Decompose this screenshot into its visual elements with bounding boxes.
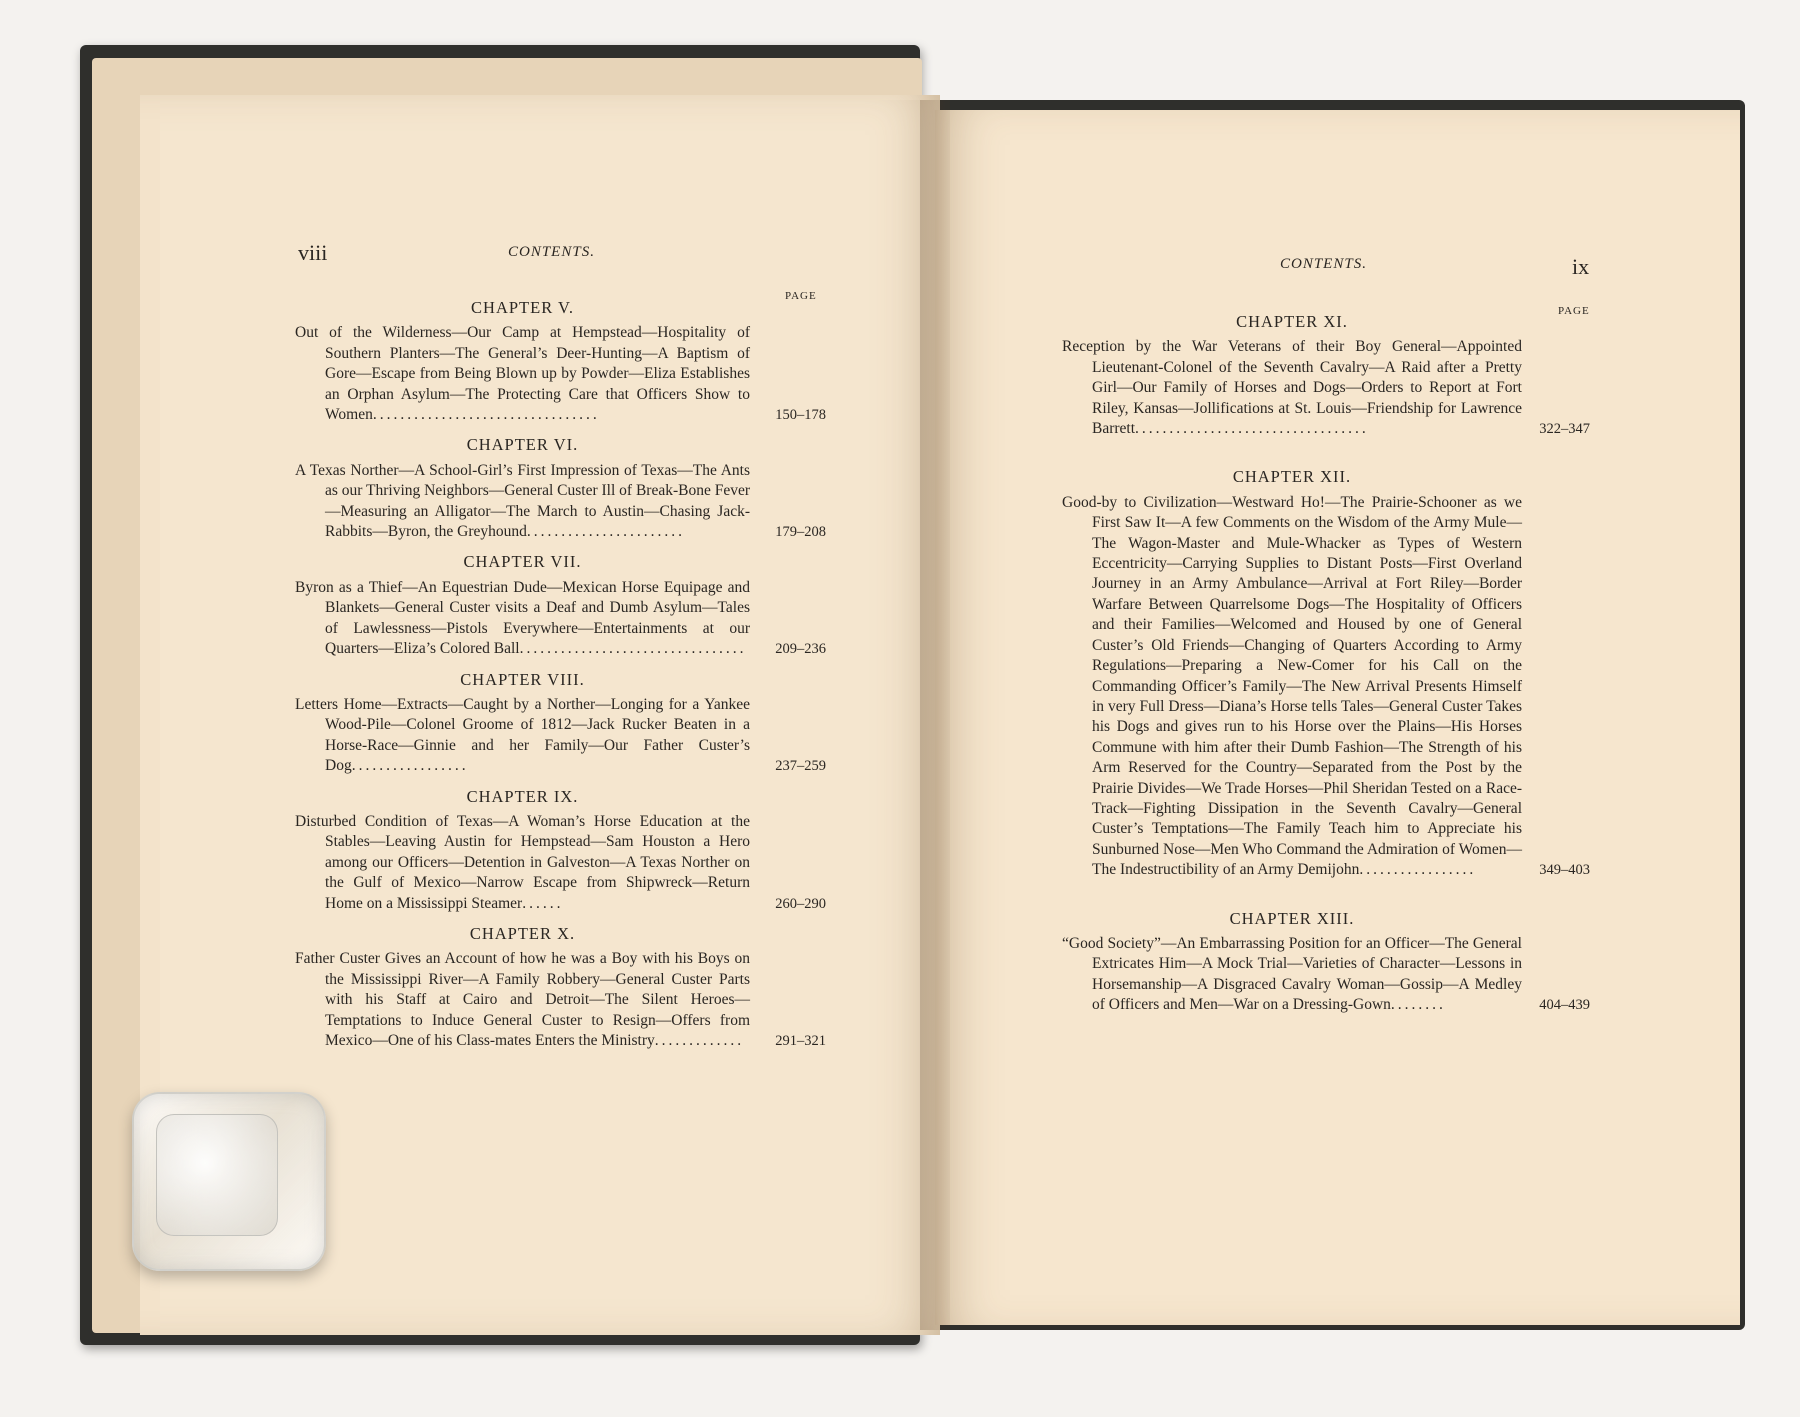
chapter-summary xyxy=(295,695,826,777)
leader-dots: ................. xyxy=(351,757,469,775)
leader-dots: ........ xyxy=(1390,996,1446,1014)
spacer xyxy=(1062,449,1522,467)
leader-dots: ................................. xyxy=(519,640,747,658)
chapter-text: Good-by to Civilization—Westward Ho!—The Prairie-Schooner as we First Saw It—A few Comments on the Wisdom of the Army Mule—The Wagon-Master and Mule-Whacker as Types of Western Eccentricity—Carrying Supplies to Distant Posts—First Overland Journey in an Army Ambulance—Arrival at Fort Riley—Border Warfare Between Quarrelsome Dogs—The Hospitality of Officers and their Families—Welcomed and Housed by one of General Custer’s Old Friends—Changing of Quarters According to Army Regulations—Preparing a New-Comer for his Call on the Commanding Officer’s Family—The New Arrival Presents Himself in very Full Dress—Diana’s Horse tells Tales—General Custer Takes his Dogs and gives run to his Horse over the Plains—His Horses Commune with him after their Dumb Fashion—The Strength of his Arm Reserved for the Country—Separated from the Post by the Prairie Divides—We Trade Horses—Phil Sheridan Tested on a Race-Track—Fighting Dissipation in the Seventh Cavalry—General Custer’s Temptations—The Family Teach him to Appreciate his Sunburned Nose—Men Who Command the Admiration of Women—The Indestructibility of an Army Demijohn xyxy=(1062,493,1522,879)
spacer xyxy=(1062,891,1522,909)
chapter-heading: CHAPTER XI. xyxy=(1236,312,1348,331)
chapter-summary xyxy=(1062,493,1590,881)
chapter-entry xyxy=(295,786,826,914)
leader-dots: ....................... xyxy=(526,523,686,541)
page-range: 209–236 xyxy=(775,641,826,658)
contents-left-column xyxy=(295,298,826,1061)
chapter-entry xyxy=(295,435,826,542)
chapter-entry xyxy=(1062,467,1590,880)
glass-paperweight-face xyxy=(156,1114,278,1236)
chapter-summary xyxy=(295,578,826,660)
chapter-entry xyxy=(295,923,826,1051)
folio-right: ix xyxy=(1572,254,1590,279)
running-head-right: CONTENTS. xyxy=(1280,256,1367,272)
page-range: 237–259 xyxy=(775,758,826,775)
chapter-summary xyxy=(295,323,826,425)
running-head-left: CONTENTS. xyxy=(508,244,595,260)
chapter-entry xyxy=(295,552,826,659)
chapter-heading: CHAPTER X. xyxy=(469,923,576,943)
page-range: 349–403 xyxy=(1539,862,1590,879)
chapter-text: Father Custer Gives an Account of how he was a Boy with his Boys on the Mississippi River—A Family Robbery—General Custer Parts with his Staff at Cairo and Detroit—The Silent Heroes—Temptations to Induce General Custer to Resign—Offers from Mexico—One of his Class-mates Enters the Ministry xyxy=(295,950,750,1049)
leader-dots: ................................. xyxy=(372,406,600,424)
chapter-heading: CHAPTER XII. xyxy=(1232,467,1352,487)
page-label-right: PAGE xyxy=(1558,305,1590,317)
chapter-entry xyxy=(295,669,826,777)
page-range: 322–347 xyxy=(1539,421,1590,438)
leader-dots: .................................. xyxy=(1135,420,1369,438)
chapter-text: Letters Home—Extracts—Caught by a Norther—Longing for a Yankee Wood-Pile—Colonel Groome of 1812—Jack Rucker Beaten in a Horse-Race—Ginnie and her Family—Our Father Custer’s Dog xyxy=(295,695,750,775)
chapter-text: Disturbed Condition of Texas—A Woman’s Horse Education at the Stables—Leaving Austin for Hempstead—Sam Houston a Hero among our Officers—Detention in Galveston—A Texas Norther on the Gulf of Mexico—Narrow Escape from Shipwreck—Return Home on a Mississippi Steamer xyxy=(295,812,750,912)
leader-dots: ................. xyxy=(1359,861,1477,879)
chapter-text: Out of the Wilderness—Our Camp at Hempstead—Hospitality of Southern Planters—The General’s Deer-Hunting—A Baptism of Gore—Escape from Being Blown up by Powder—Eliza Establishes an Orphan Asylum—The Protecting Care that Officers Show to Women xyxy=(295,324,750,424)
chapter-text: “Good Society”—An Embarrassing Position for an Officer—The General Extricates Him—A Mock Trial—Varieties of Character—Lessons in Horsemanship—A Disgraced Cavalry Woman—Gossip—A Medley of Officers and Men—War on a Dressing-Gown xyxy=(1062,934,1522,1014)
chapter-summary xyxy=(1062,337,1590,439)
chapter-summary xyxy=(295,949,826,1051)
chapter-heading: CHAPTER XIII. xyxy=(1229,908,1355,928)
page-range: 179–208 xyxy=(775,524,826,541)
chapter-heading: CHAPTER VI. xyxy=(466,435,579,455)
chapter-summary xyxy=(1062,934,1590,1016)
chapter-heading: CHAPTER VII. xyxy=(463,552,582,572)
book-gutter xyxy=(920,100,950,1330)
chapter-summary xyxy=(295,461,826,543)
chapter-heading: CHAPTER V. xyxy=(471,298,574,317)
chapter-text: Byron as a Thief—An Equestrian Dude—Mexican Horse Equipage and Blankets—General Custer visits a Deaf and Dumb Asylum—Tales of Lawlessness—Pistols Everywhere—Entertainments at our Quarters—Eliza’s Colored Ball xyxy=(295,578,750,658)
contents-right-column xyxy=(1062,312,1590,1026)
page-range: 150–178 xyxy=(775,407,826,424)
chapter-heading: CHAPTER VIII. xyxy=(460,669,585,689)
page-label-left: PAGE xyxy=(785,290,817,302)
page-range: 291–321 xyxy=(775,1033,826,1049)
page-range: 404–439 xyxy=(1539,997,1590,1014)
chapter-entry xyxy=(1062,312,1590,439)
folio-left: viii xyxy=(298,240,328,265)
chapter-entry xyxy=(295,298,826,425)
page-range: 260–290 xyxy=(775,895,826,912)
chapter-text: Reception by the War Veterans of their Boy General—Appointed Lieutenant-Colonel of the Seventh Cavalry—A Raid after a Pretty Girl—Our Family of Horses and Dogs—Orders to Report at Fort Riley, Kansas—Jollifications at St. Louis—Friendship for Lawrence Barrett xyxy=(1062,338,1522,438)
chapter-entry xyxy=(1062,908,1590,1016)
leader-dots: ...... xyxy=(522,894,564,912)
leader-dots: ............. xyxy=(654,1032,745,1049)
glass-paperweight xyxy=(132,1092,326,1271)
chapter-summary xyxy=(295,812,826,914)
chapter-heading: CHAPTER IX. xyxy=(466,786,579,806)
chapter-text: A Texas Norther—A School-Girl’s First Impression of Texas—The Ants as our Thriving Neighbors—General Custer Ill of Break-Bone Fever—Measuring an Alligator—The March to Austin—Chasing Jack-Rabbits—Byron, the Greyhound xyxy=(295,461,750,541)
